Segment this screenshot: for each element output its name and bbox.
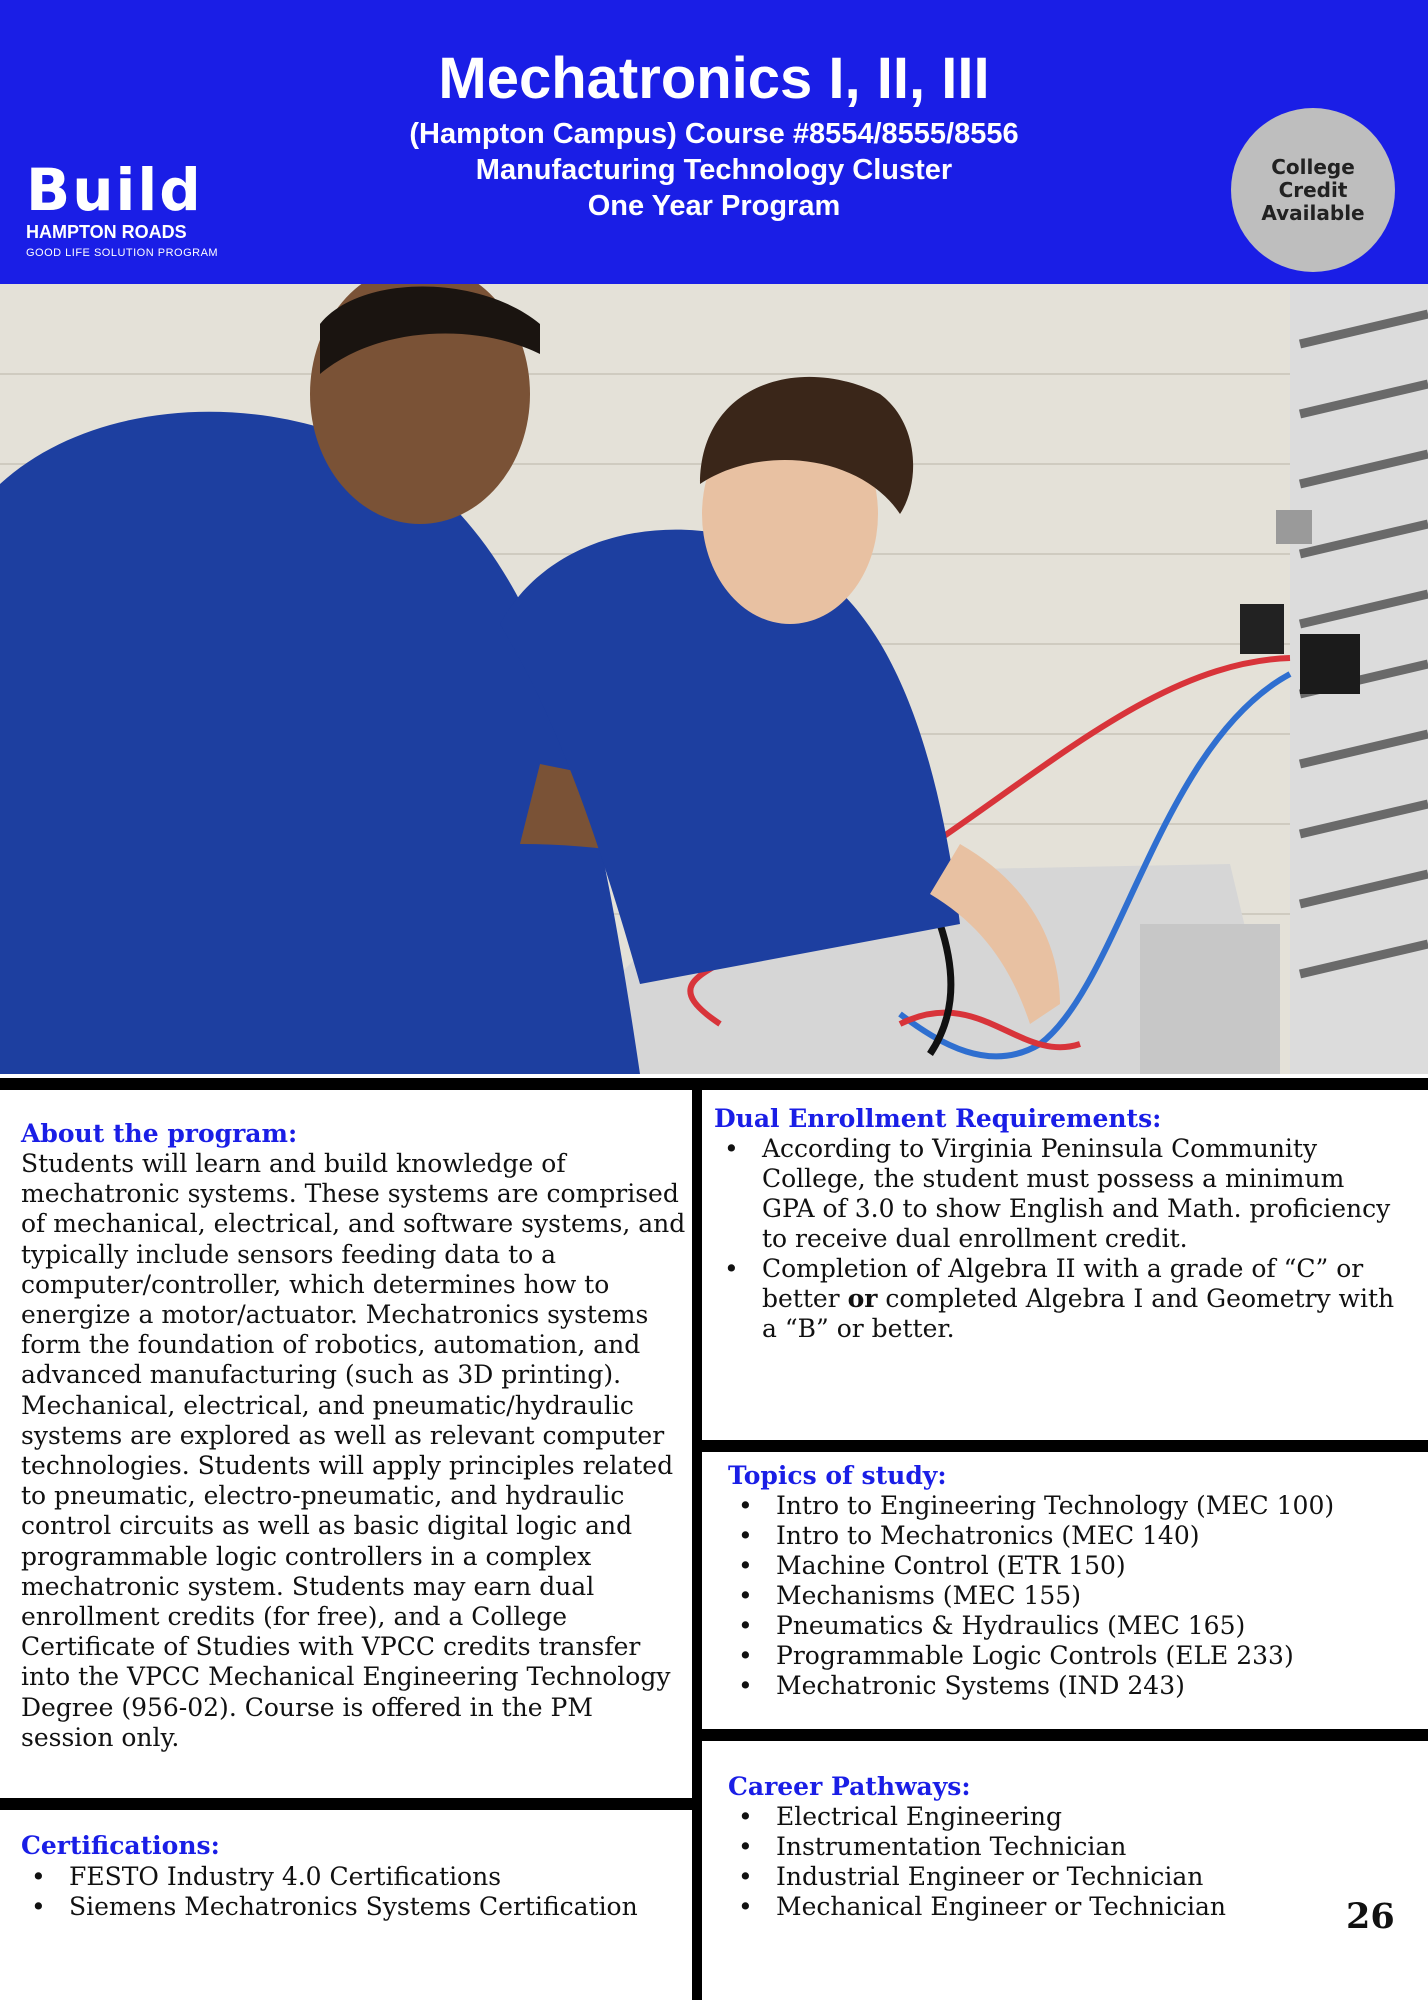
students-lab-photo bbox=[0, 284, 1428, 1074]
divider-left-bottom bbox=[0, 1798, 697, 1810]
badge-line-3: Available bbox=[1261, 200, 1365, 225]
course-line: (Hampton Campus) Course #8554/8555/8556 bbox=[409, 118, 1019, 150]
badge-line-2: Credit bbox=[1278, 177, 1348, 202]
divider-top bbox=[0, 1078, 1428, 1090]
badge-line-1: College bbox=[1271, 154, 1355, 179]
dual-enrollment-title: Dual Enrollment Requirements: bbox=[714, 1104, 1162, 1133]
build-hampton-roads-logo bbox=[26, 156, 236, 280]
certifications-list bbox=[21, 1862, 691, 1922]
terminal-block bbox=[1300, 634, 1360, 694]
requirement-text: completed Algebra I and Geometry with a “B” or better. bbox=[762, 1284, 1395, 1343]
pneumatic-fitting bbox=[1276, 510, 1312, 544]
sensor-module bbox=[1240, 604, 1284, 654]
about-title: About the program: bbox=[21, 1119, 298, 1148]
list-item: • Siemens Mechatronics Systems Certification bbox=[21, 1892, 691, 1922]
dual-enrollment-list bbox=[714, 1134, 1404, 1344]
about-text: Students will learn and build knowledge of mechatronic systems. These systems are comprised of mechanical, electrical, and software systems, and typically include sensors feeding data to a computer/controller, which determines how to energize a motor/actuator. Mechatronics systems form the foundation of robotics, automation, and advanced manufacturing (such as 3D printing). Mechanical, electrical, and pneumatic/hydraulic systems are explored as well as relevant computer technologies. Students will apply principles related to pneumatic, electro-pneumatic, and hydraulic control circuits as well as basic digital logic and programmable logic controllers in a complex mechatronic system. Students may earn dual enrollment credits (for free), and a College Certificate of Studies with VPCC credits transfer into the VPCC Mechanical Engineering Technology Degree (956-02). Course is offered in the PM session only. bbox=[21, 1149, 686, 1752]
divider-right-1 bbox=[700, 1440, 1428, 1452]
bench-cabinet bbox=[1140, 924, 1280, 1074]
divider-vertical bbox=[692, 1078, 702, 2000]
list-item: • Pneumatics & Hydraulics (MEC 165) bbox=[728, 1611, 1418, 1641]
page-title: Mechatronics I, II, III bbox=[438, 46, 990, 111]
logo-subtitle: HAMPTON ROADS bbox=[26, 222, 187, 242]
list-item: • FESTO Industry 4.0 Certifications bbox=[21, 1862, 691, 1892]
divider-right-2 bbox=[700, 1729, 1428, 1741]
college-credit-badge bbox=[1231, 108, 1395, 272]
list-item: • Mechanical Engineer or Technician bbox=[728, 1892, 1358, 1922]
list-item: • Intro to Engineering Technology (MEC 100) bbox=[728, 1491, 1418, 1521]
list-item bbox=[714, 1254, 1404, 1344]
list-item: • Intro to Mechatronics (MEC 140) bbox=[728, 1521, 1418, 1551]
page-number: 26 bbox=[1346, 1896, 1395, 1937]
career-title: Career Pathways: bbox=[728, 1772, 971, 1801]
topics-title: Topics of study: bbox=[728, 1461, 947, 1490]
list-item: • Programmable Logic Controls (ELE 233) bbox=[728, 1641, 1418, 1671]
list-item: • According to Virginia Peninsula Community College, the student must possess a minimum GPA of 3.0 to show English and Math. proficiency to receive dual enrollment credit. bbox=[714, 1134, 1404, 1254]
certifications-title: Certifications: bbox=[21, 1831, 220, 1860]
requirement-or: or bbox=[847, 1284, 878, 1313]
list-item: • Machine Control (ETR 150) bbox=[728, 1551, 1418, 1581]
duration-line: One Year Program bbox=[587, 190, 841, 222]
career-list bbox=[728, 1802, 1358, 1922]
list-item: • Mechanisms (MEC 155) bbox=[728, 1581, 1418, 1611]
list-item: • Instrumentation Technician bbox=[728, 1832, 1358, 1862]
cluster-line: Manufacturing Technology Cluster bbox=[475, 154, 953, 186]
list-item: • Electrical Engineering bbox=[728, 1802, 1358, 1832]
list-item: • Industrial Engineer or Technician bbox=[728, 1862, 1358, 1892]
topics-list bbox=[728, 1491, 1418, 1701]
requirement-text: Completion of Algebra II with a grade of “C” or better bbox=[762, 1254, 1364, 1313]
logo-tagline: GOOD LIFE SOLUTION PROGRAM bbox=[26, 247, 219, 259]
logo-word: Build bbox=[26, 156, 203, 224]
photo-illustration bbox=[0, 284, 1428, 1074]
list-item: • Mechatronic Systems (IND 243) bbox=[728, 1671, 1418, 1701]
header-banner bbox=[0, 0, 1428, 284]
